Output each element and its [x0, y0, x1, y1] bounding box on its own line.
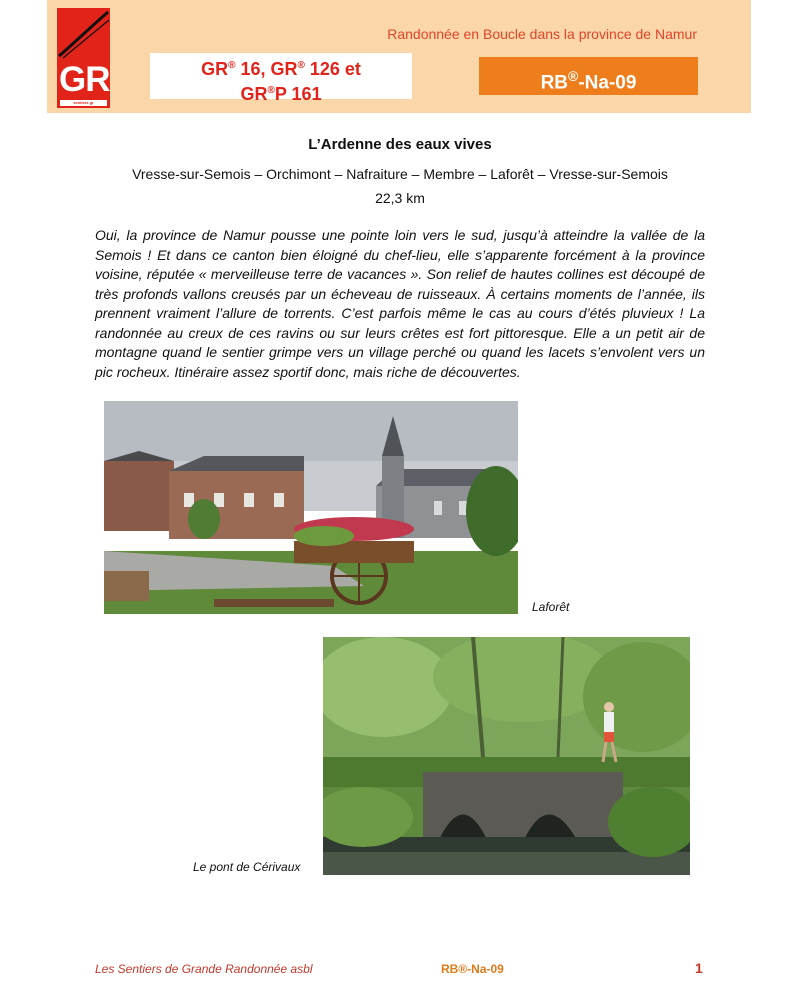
logo-tagline: sentiers gr: [60, 100, 107, 106]
gr-routes-line-1: GR® 16, GR® 126 et: [201, 59, 361, 79]
logo-letters: GR: [59, 60, 110, 99]
intro-paragraph: Oui, la province de Namur pousse une pointe loin vers le sud, jusqu’à atteindre la vallée de la Semois ! Et dans ce canton bien éloigné du chef-lieu, elle s’apparente forcément à la province voisine, réputée « merveilleuse terre de vacances ». Son relief de hautes collines est découpé de très profonds vallons creusés par un écheveau de ruisseaux. À certains moments de l’année, ils prennent vraiment l’allure de torrents. C’est parfois même le cas au cours d’étés pluvieux ! La randonnée au creux de ces ravins ou sur leurs crêtes est fort pittoresque. Elle a un petit air de montagne quand le sentier grimpe vers un village perché ou quand les lacets s’envolent vers un pic rocheux. Itinéraire assez sportif donc, mais riche de découvertes.: [95, 227, 705, 380]
footer-route-code: RB®-Na-09: [441, 962, 504, 976]
gr-routes-line-2: GR®P 161: [240, 84, 322, 104]
route-distance: 22,3 km: [375, 190, 425, 206]
gr-routes-box: [150, 53, 412, 104]
page-title: L’Ardenne des eaux vives: [308, 136, 492, 153]
photo-laforet: [104, 401, 518, 614]
photo-pont-de-cerivaux: [323, 637, 690, 875]
header-banner: [47, 0, 751, 113]
header-tagline: Randonnée en Boucle dans la province de Namur: [387, 26, 697, 42]
gr-logo: [57, 8, 110, 108]
route-stages: Vresse-sur-Semois – Orchimont – Nafraiture – Membre – Laforêt – Vresse-sur-Semois: [132, 166, 668, 182]
footer-organization: Les Sentiers de Grande Randonnée asbl: [95, 962, 313, 976]
photo-caption: Laforêt: [532, 600, 570, 614]
rb-code-box: RB®-Na-09: [479, 57, 698, 95]
page-number: 1: [695, 960, 703, 976]
photo-caption: Le pont de Cérivaux: [193, 860, 301, 874]
